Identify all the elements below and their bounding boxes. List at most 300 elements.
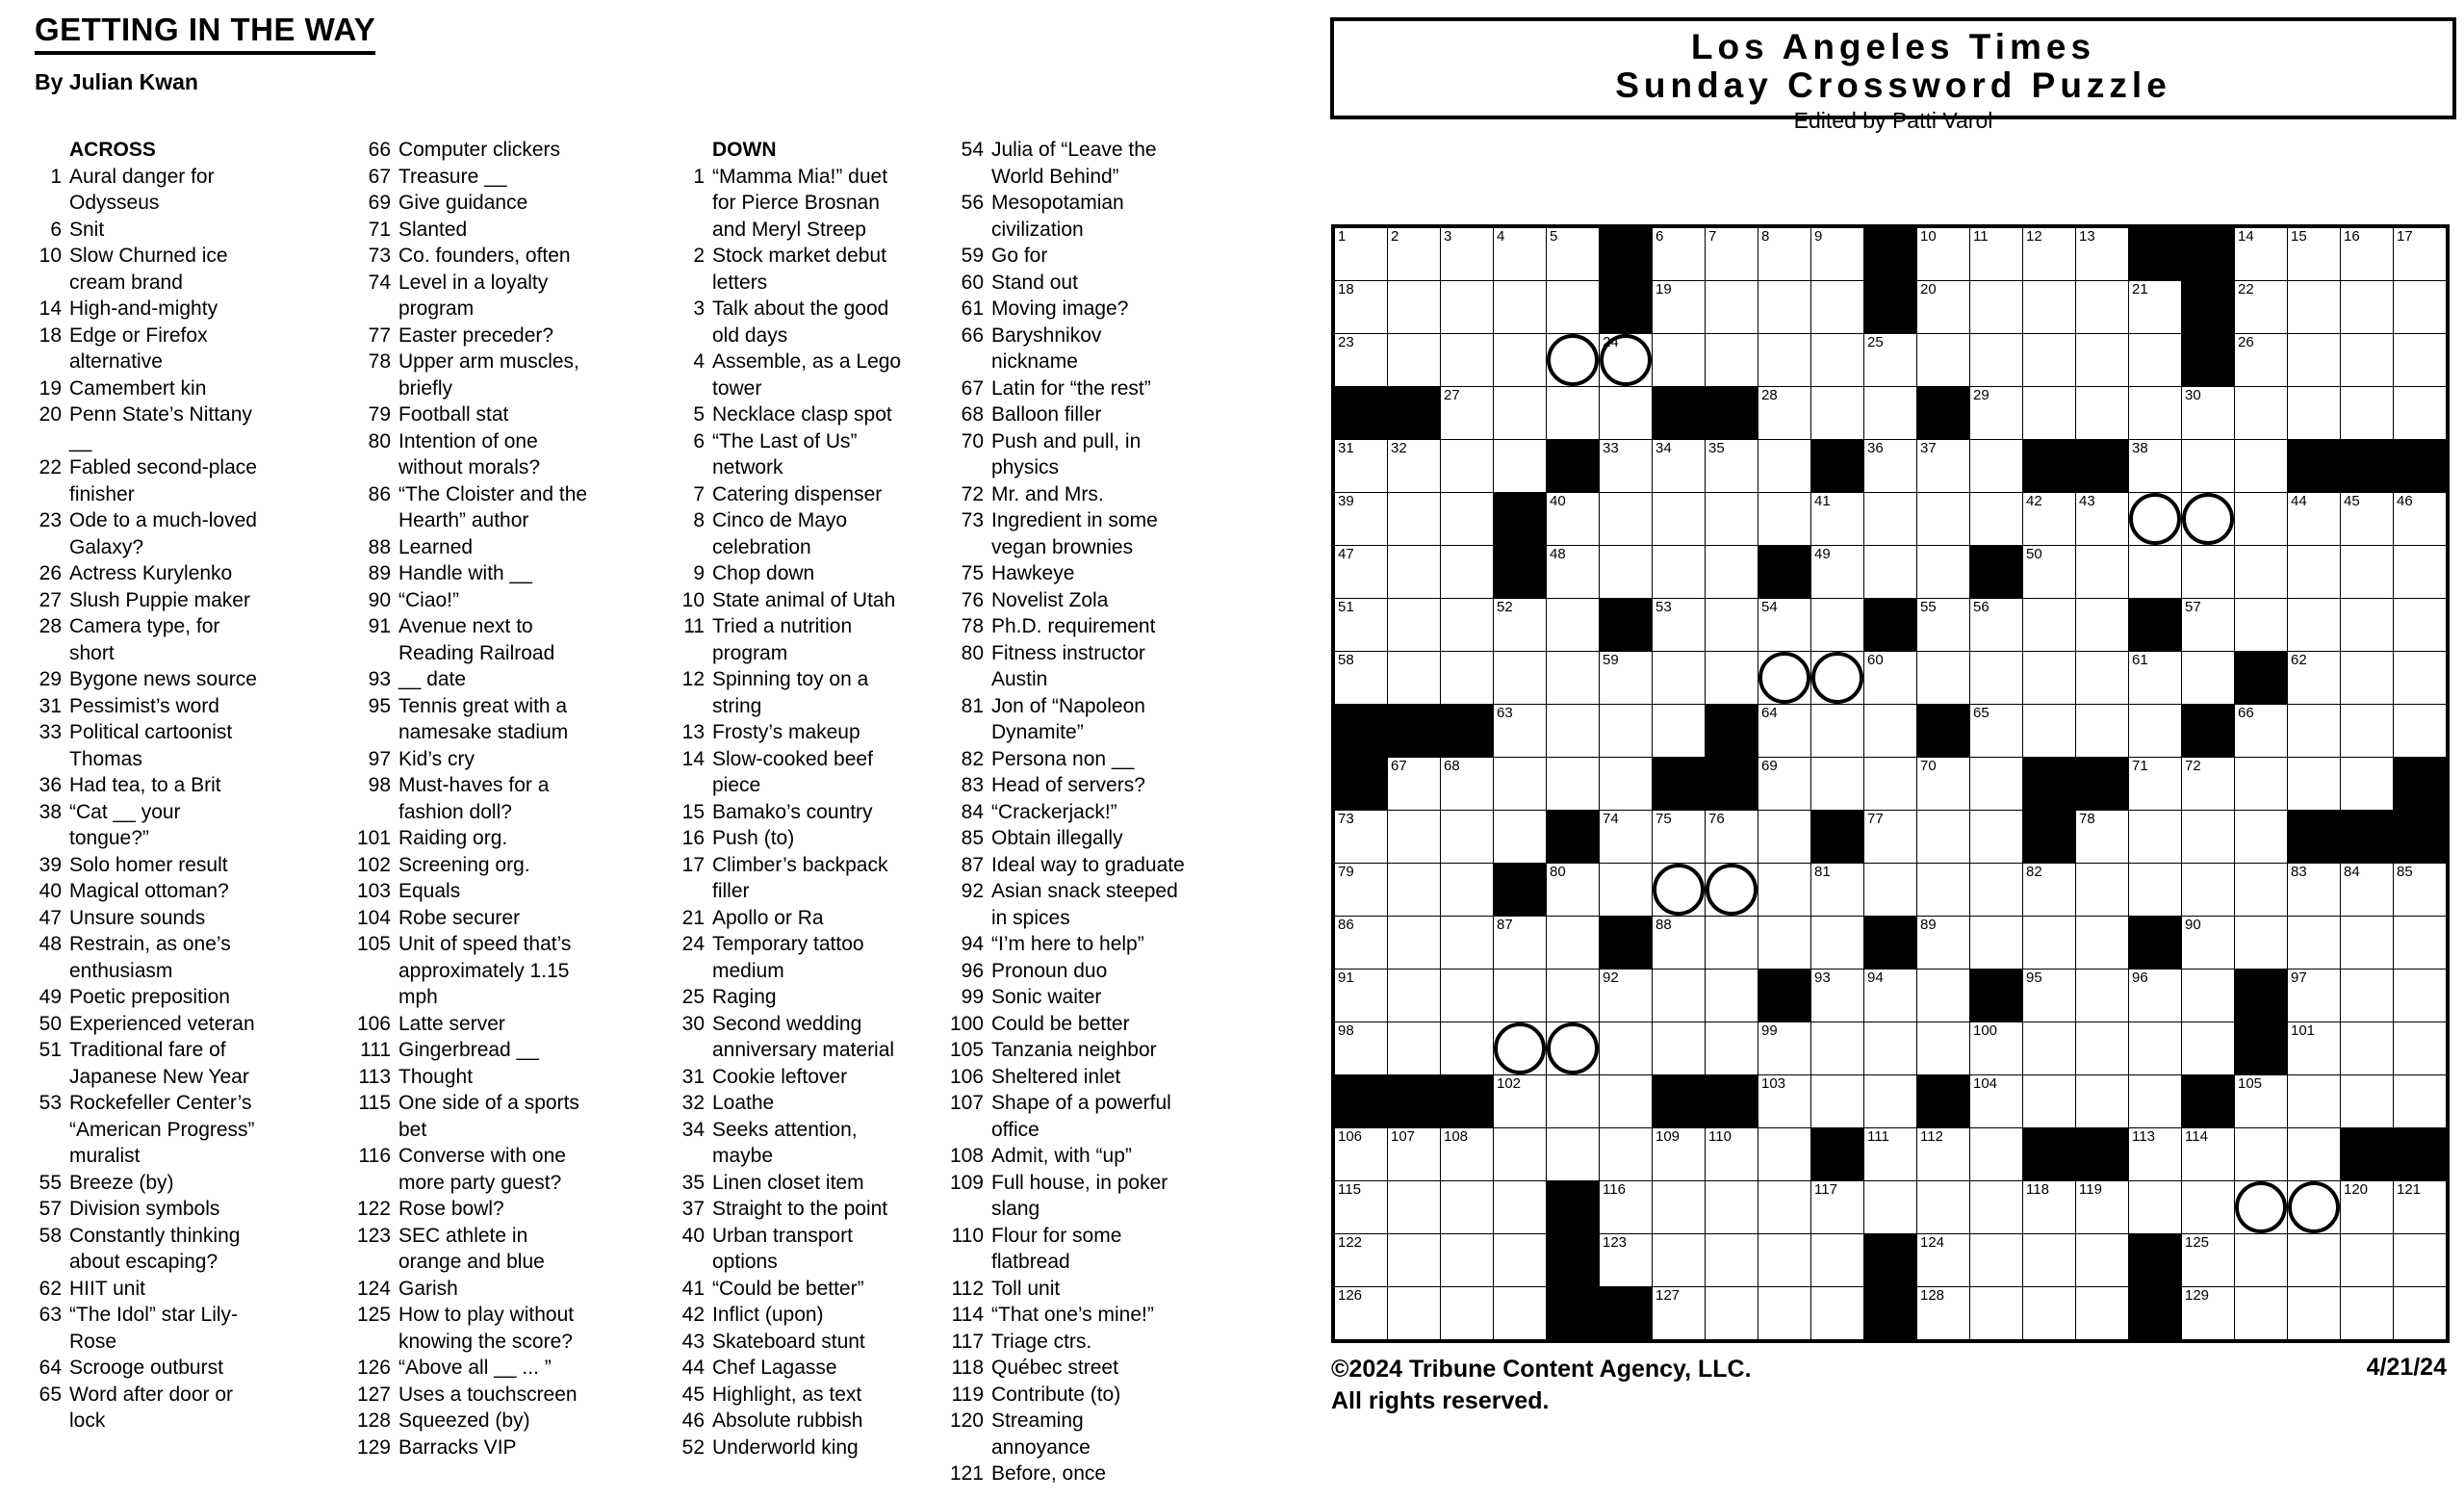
grid-cell[interactable] (2129, 1022, 2181, 1074)
grid-cell[interactable] (2394, 334, 2446, 386)
grid-cell[interactable] (1864, 1128, 1916, 1180)
grid-cell[interactable] (1706, 1181, 1758, 1233)
grid-cell[interactable] (1970, 493, 2022, 545)
grid-cell[interactable] (1547, 387, 1599, 439)
grid-cell[interactable] (1441, 758, 1493, 810)
grid-cell[interactable] (1706, 1128, 1758, 1180)
grid-cell[interactable] (1970, 1022, 2022, 1074)
grid-cell[interactable] (1547, 599, 1599, 651)
grid-cell[interactable] (1917, 1022, 1969, 1074)
grid-cell[interactable] (2023, 705, 2075, 757)
grid-cell[interactable] (2288, 1234, 2340, 1286)
grid-cell[interactable] (2076, 1022, 2128, 1074)
grid-cell[interactable] (2129, 970, 2181, 1022)
grid-cell[interactable] (2341, 864, 2393, 916)
grid-cell[interactable] (1811, 1234, 1863, 1286)
grid-cell[interactable] (2394, 1075, 2446, 1127)
grid-cell[interactable] (1388, 1128, 1440, 1180)
grid-cell[interactable] (1811, 599, 1863, 651)
grid-cell[interactable] (1758, 1022, 1810, 1074)
grid-cell[interactable] (1494, 811, 1546, 863)
grid-cell[interactable] (1653, 705, 1705, 757)
grid-cell[interactable] (2288, 1075, 2340, 1127)
grid-cell[interactable] (1600, 970, 1652, 1022)
grid-cell[interactable] (1600, 546, 1652, 598)
grid-cell[interactable] (2394, 705, 2446, 757)
grid-cell[interactable] (1811, 970, 1863, 1022)
grid-cell[interactable] (1388, 864, 1440, 916)
grid-cell[interactable] (1441, 652, 1493, 704)
grid-cell[interactable] (1441, 440, 1493, 492)
grid-cell[interactable] (2129, 1075, 2181, 1127)
grid-cell[interactable] (1335, 334, 1387, 386)
grid-cell[interactable] (1547, 758, 1599, 810)
grid-cell[interactable] (1388, 758, 1440, 810)
grid-cell[interactable] (2129, 281, 2181, 333)
grid-cell[interactable] (1494, 1075, 1546, 1127)
grid-cell[interactable] (2235, 1287, 2287, 1339)
grid-cell[interactable] (2023, 917, 2075, 969)
grid-cell[interactable] (2341, 281, 2393, 333)
grid-cell[interactable] (1653, 970, 1705, 1022)
grid-cell[interactable] (2288, 546, 2340, 598)
grid-cell[interactable] (1917, 864, 1969, 916)
grid-cell[interactable] (1758, 493, 1810, 545)
grid-cell[interactable] (1917, 970, 1969, 1022)
grid-cell[interactable] (1388, 546, 1440, 598)
grid-cell[interactable] (1441, 1287, 1493, 1339)
grid-cell[interactable] (1388, 1234, 1440, 1286)
grid-cell[interactable] (2394, 1234, 2446, 1286)
grid-cell[interactable] (1706, 440, 1758, 492)
grid-cell[interactable] (1388, 440, 1440, 492)
grid-cell[interactable] (1547, 281, 1599, 333)
grid-cell[interactable] (2235, 546, 2287, 598)
grid-cell[interactable] (2394, 652, 2446, 704)
grid-cell[interactable] (1600, 1128, 1652, 1180)
grid-cell[interactable] (2182, 546, 2234, 598)
grid-cell[interactable] (2076, 546, 2128, 598)
grid-cell[interactable] (1335, 864, 1387, 916)
grid-cell[interactable] (1494, 387, 1546, 439)
grid-cell[interactable] (2129, 758, 2181, 810)
grid-cell[interactable] (1653, 652, 1705, 704)
grid-cell[interactable] (1811, 864, 1863, 916)
grid-cell[interactable] (1388, 811, 1440, 863)
grid-cell[interactable] (1864, 864, 1916, 916)
grid-cell[interactable] (1811, 493, 1863, 545)
grid-cell[interactable] (1441, 1181, 1493, 1233)
grid-cell[interactable] (2023, 970, 2075, 1022)
grid-cell[interactable] (2341, 1234, 2393, 1286)
grid-cell[interactable] (1494, 758, 1546, 810)
grid-cell[interactable] (2235, 493, 2287, 545)
grid-cell[interactable] (2235, 811, 2287, 863)
grid-cell[interactable] (1653, 1181, 1705, 1233)
grid-cell[interactable] (1441, 546, 1493, 598)
grid-cell[interactable] (1441, 970, 1493, 1022)
grid-cell[interactable] (1547, 864, 1599, 916)
grid-cell[interactable] (2341, 1022, 2393, 1074)
grid-cell[interactable] (2288, 228, 2340, 280)
grid-cell[interactable] (2076, 811, 2128, 863)
grid-cell[interactable] (2076, 1234, 2128, 1286)
grid-cell[interactable] (1917, 758, 1969, 810)
grid-cell[interactable] (2182, 1181, 2234, 1233)
grid-cell[interactable] (1494, 440, 1546, 492)
grid-cell[interactable] (2023, 1075, 2075, 1127)
grid-cell[interactable] (1758, 440, 1810, 492)
grid-cell[interactable] (1494, 652, 1546, 704)
grid-cell[interactable] (1706, 917, 1758, 969)
grid-cell[interactable] (1600, 387, 1652, 439)
grid-cell[interactable] (2394, 1022, 2446, 1074)
grid-cell[interactable] (1441, 1234, 1493, 1286)
grid-cell[interactable] (2394, 546, 2446, 598)
grid-cell[interactable] (1547, 652, 1599, 704)
grid-cell[interactable] (2129, 546, 2181, 598)
grid-cell[interactable] (2394, 228, 2446, 280)
grid-cell[interactable] (2394, 281, 2446, 333)
grid-cell[interactable] (1494, 970, 1546, 1022)
grid-cell[interactable] (1653, 599, 1705, 651)
grid-cell[interactable] (1706, 1287, 1758, 1339)
grid-cell[interactable] (2182, 652, 2234, 704)
grid-cell[interactable] (1864, 440, 1916, 492)
grid-cell[interactable] (1970, 440, 2022, 492)
grid-cell[interactable] (2341, 970, 2393, 1022)
grid-cell[interactable] (2341, 1075, 2393, 1127)
grid-cell[interactable] (1706, 334, 1758, 386)
grid-cell[interactable] (2288, 864, 2340, 916)
grid-cell[interactable] (2076, 1181, 2128, 1233)
grid-cell[interactable] (1917, 811, 1969, 863)
grid-cell[interactable] (1388, 599, 1440, 651)
grid-cell[interactable] (2129, 864, 2181, 916)
grid-cell[interactable] (1758, 864, 1810, 916)
grid-cell[interactable] (1441, 864, 1493, 916)
grid-cell[interactable] (1388, 1181, 1440, 1233)
grid-cell[interactable] (1388, 1287, 1440, 1339)
grid-cell[interactable] (1494, 1181, 1546, 1233)
grid-cell[interactable] (1494, 917, 1546, 969)
grid-cell[interactable] (1706, 228, 1758, 280)
grid-cell[interactable] (2076, 652, 2128, 704)
grid-cell[interactable] (2235, 281, 2287, 333)
grid-cell[interactable] (2129, 1128, 2181, 1180)
grid-cell[interactable] (1600, 1022, 1652, 1074)
grid-cell[interactable] (1600, 864, 1652, 916)
grid-cell[interactable] (2394, 917, 2446, 969)
grid-cell[interactable] (2341, 599, 2393, 651)
grid-cell[interactable] (1864, 811, 1916, 863)
grid-cell[interactable] (1917, 599, 1969, 651)
grid-cell[interactable] (1441, 917, 1493, 969)
grid-cell[interactable] (1600, 811, 1652, 863)
grid-cell[interactable] (1706, 1022, 1758, 1074)
grid-cell[interactable] (2235, 387, 2287, 439)
grid-cell[interactable] (2235, 917, 2287, 969)
grid-cell[interactable] (1547, 1075, 1599, 1127)
grid-cell[interactable] (1970, 652, 2022, 704)
grid-cell[interactable] (1494, 334, 1546, 386)
grid-cell[interactable] (1388, 1022, 1440, 1074)
grid-cell[interactable] (2235, 1181, 2287, 1233)
grid-cell[interactable] (1441, 1022, 1493, 1074)
grid-cell[interactable] (2235, 1234, 2287, 1286)
grid-cell[interactable] (1547, 1128, 1599, 1180)
grid-cell[interactable] (2076, 1075, 2128, 1127)
grid-cell[interactable] (1758, 652, 1810, 704)
grid-cell[interactable] (1653, 546, 1705, 598)
grid-cell[interactable] (1864, 387, 1916, 439)
grid-cell[interactable] (1706, 493, 1758, 545)
grid-cell[interactable] (2235, 705, 2287, 757)
grid-cell[interactable] (1811, 281, 1863, 333)
grid-cell[interactable] (1653, 1287, 1705, 1339)
grid-cell[interactable] (2341, 652, 2393, 704)
grid-cell[interactable] (1547, 334, 1599, 386)
grid-cell[interactable] (2076, 387, 2128, 439)
grid-cell[interactable] (1758, 228, 1810, 280)
grid-cell[interactable] (1653, 1128, 1705, 1180)
grid-cell[interactable] (2023, 864, 2075, 916)
grid-cell[interactable] (1917, 652, 1969, 704)
grid-cell[interactable] (1335, 1022, 1387, 1074)
grid-cell[interactable] (2288, 1287, 2340, 1339)
grid-cell[interactable] (1388, 334, 1440, 386)
grid-cell[interactable] (1600, 758, 1652, 810)
grid-cell[interactable] (1441, 811, 1493, 863)
grid-cell[interactable] (2288, 387, 2340, 439)
grid-cell[interactable] (1758, 1075, 1810, 1127)
grid-cell[interactable] (1811, 652, 1863, 704)
grid-cell[interactable] (2182, 599, 2234, 651)
grid-cell[interactable] (1970, 281, 2022, 333)
grid-cell[interactable] (2129, 705, 2181, 757)
grid-cell[interactable] (2288, 1022, 2340, 1074)
grid-cell[interactable] (1864, 1022, 1916, 1074)
grid-cell[interactable] (1653, 440, 1705, 492)
grid-cell[interactable] (1706, 281, 1758, 333)
grid-cell[interactable] (1758, 758, 1810, 810)
grid-cell[interactable] (1653, 1022, 1705, 1074)
grid-cell[interactable] (2235, 864, 2287, 916)
grid-cell[interactable] (1335, 493, 1387, 545)
grid-cell[interactable] (1653, 493, 1705, 545)
grid-cell[interactable] (1811, 546, 1863, 598)
grid-cell[interactable] (1547, 546, 1599, 598)
grid-cell[interactable] (2288, 917, 2340, 969)
grid-cell[interactable] (1600, 1234, 1652, 1286)
grid-cell[interactable] (1441, 228, 1493, 280)
grid-cell[interactable] (1758, 1234, 1810, 1286)
grid-cell[interactable] (2182, 1128, 2234, 1180)
grid-cell[interactable] (1547, 1022, 1599, 1074)
grid-cell[interactable] (1653, 917, 1705, 969)
grid-cell[interactable] (1758, 281, 1810, 333)
grid-cell[interactable] (1388, 228, 1440, 280)
grid-cell[interactable] (1547, 228, 1599, 280)
grid-cell[interactable] (1970, 599, 2022, 651)
grid-cell[interactable] (2076, 599, 2128, 651)
grid-cell[interactable] (2182, 917, 2234, 969)
grid-cell[interactable] (2182, 758, 2234, 810)
grid-cell[interactable] (1494, 705, 1546, 757)
grid-cell[interactable] (2076, 864, 2128, 916)
grid-cell[interactable] (1970, 917, 2022, 969)
grid-cell[interactable] (1917, 1128, 1969, 1180)
grid-cell[interactable] (2235, 228, 2287, 280)
grid-cell[interactable] (2076, 1287, 2128, 1339)
grid-cell[interactable] (2182, 1287, 2234, 1339)
grid-cell[interactable] (2288, 970, 2340, 1022)
grid-cell[interactable] (2129, 334, 2181, 386)
grid-cell[interactable] (2023, 1287, 2075, 1339)
grid-cell[interactable] (1864, 334, 1916, 386)
grid-cell[interactable] (1811, 917, 1863, 969)
grid-cell[interactable] (1494, 228, 1546, 280)
grid-cell[interactable] (1547, 917, 1599, 969)
grid-cell[interactable] (1811, 1181, 1863, 1233)
grid-cell[interactable] (2076, 917, 2128, 969)
grid-cell[interactable] (1441, 281, 1493, 333)
grid-cell[interactable] (2394, 864, 2446, 916)
grid-cell[interactable] (1388, 281, 1440, 333)
grid-cell[interactable] (2182, 970, 2234, 1022)
grid-cell[interactable] (1917, 917, 1969, 969)
grid-cell[interactable] (1653, 864, 1705, 916)
grid-cell[interactable] (1864, 493, 1916, 545)
grid-cell[interactable] (2182, 387, 2234, 439)
grid-cell[interactable] (2076, 334, 2128, 386)
grid-cell[interactable] (2341, 705, 2393, 757)
grid-cell[interactable] (2129, 652, 2181, 704)
grid-cell[interactable] (1706, 811, 1758, 863)
grid-cell[interactable] (1864, 546, 1916, 598)
grid-cell[interactable] (1388, 493, 1440, 545)
grid-cell[interactable] (2341, 387, 2393, 439)
grid-cell[interactable] (2394, 493, 2446, 545)
grid-cell[interactable] (1758, 917, 1810, 969)
grid-cell[interactable] (2182, 1022, 2234, 1074)
grid-cell[interactable] (2235, 334, 2287, 386)
grid-cell[interactable] (2341, 546, 2393, 598)
grid-cell[interactable] (2182, 864, 2234, 916)
grid-cell[interactable] (1335, 917, 1387, 969)
grid-cell[interactable] (1547, 493, 1599, 545)
grid-cell[interactable] (1494, 599, 1546, 651)
grid-cell[interactable] (2235, 1075, 2287, 1127)
grid-cell[interactable] (2288, 493, 2340, 545)
grid-cell[interactable] (1811, 228, 1863, 280)
grid-cell[interactable] (2235, 440, 2287, 492)
grid-cell[interactable] (2394, 387, 2446, 439)
grid-cell[interactable] (1706, 970, 1758, 1022)
grid-cell[interactable] (2023, 387, 2075, 439)
grid-cell[interactable] (1706, 546, 1758, 598)
grid-cell[interactable] (1970, 228, 2022, 280)
grid-cell[interactable] (1441, 599, 1493, 651)
grid-cell[interactable] (2129, 440, 2181, 492)
grid-cell[interactable] (1917, 1287, 1969, 1339)
grid-cell[interactable] (1970, 864, 2022, 916)
grid-cell[interactable] (1547, 705, 1599, 757)
grid-cell[interactable] (1917, 1234, 1969, 1286)
grid-cell[interactable] (2023, 1022, 2075, 1074)
grid-cell[interactable] (2023, 652, 2075, 704)
grid-cell[interactable] (2182, 440, 2234, 492)
grid-cell[interactable] (1441, 387, 1493, 439)
grid-cell[interactable] (2023, 493, 2075, 545)
grid-cell[interactable] (1811, 1022, 1863, 1074)
grid-cell[interactable] (1653, 1234, 1705, 1286)
grid-cell[interactable] (1600, 652, 1652, 704)
grid-cell[interactable] (1970, 387, 2022, 439)
grid-cell[interactable] (2288, 758, 2340, 810)
grid-cell[interactable] (1600, 493, 1652, 545)
grid-cell[interactable] (2182, 811, 2234, 863)
grid-cell[interactable] (1917, 281, 1969, 333)
grid-cell[interactable] (2023, 1234, 2075, 1286)
grid-cell[interactable] (2129, 811, 2181, 863)
grid-cell[interactable] (1758, 1128, 1810, 1180)
grid-cell[interactable] (1811, 387, 1863, 439)
grid-cell[interactable] (2182, 1234, 2234, 1286)
grid-cell[interactable] (2023, 1181, 2075, 1233)
grid-cell[interactable] (1970, 758, 2022, 810)
grid-cell[interactable] (1388, 917, 1440, 969)
grid-cell[interactable] (1970, 1075, 2022, 1127)
grid-cell[interactable] (1758, 811, 1810, 863)
grid-cell[interactable] (1600, 1181, 1652, 1233)
grid-cell[interactable] (2288, 1181, 2340, 1233)
grid-cell[interactable] (2129, 1181, 2181, 1233)
grid-cell[interactable] (2076, 970, 2128, 1022)
grid-cell[interactable] (2076, 228, 2128, 280)
grid-cell[interactable] (1811, 705, 1863, 757)
grid-cell[interactable] (1864, 758, 1916, 810)
grid-cell[interactable] (1335, 281, 1387, 333)
grid-cell[interactable] (1970, 1128, 2022, 1180)
grid-cell[interactable] (1494, 1128, 1546, 1180)
grid-cell[interactable] (1970, 811, 2022, 863)
grid-cell[interactable] (2023, 599, 2075, 651)
grid-cell[interactable] (1441, 1128, 1493, 1180)
grid-cell[interactable] (1600, 334, 1652, 386)
grid-cell[interactable] (1917, 440, 1969, 492)
grid-cell[interactable] (1811, 1287, 1863, 1339)
grid-cell[interactable] (1388, 652, 1440, 704)
grid-cell[interactable] (1864, 705, 1916, 757)
grid-cell[interactable] (1600, 1075, 1652, 1127)
grid-cell[interactable] (1335, 546, 1387, 598)
grid-cell[interactable] (2288, 652, 2340, 704)
grid-cell[interactable] (1441, 334, 1493, 386)
grid-cell[interactable] (2023, 334, 2075, 386)
grid-cell[interactable] (1917, 546, 1969, 598)
grid-cell[interactable] (1758, 599, 1810, 651)
grid-cell[interactable] (2341, 334, 2393, 386)
grid-cell[interactable] (1970, 1181, 2022, 1233)
grid-cell[interactable] (1335, 228, 1387, 280)
grid-cell[interactable] (1706, 599, 1758, 651)
grid-cell[interactable] (2341, 917, 2393, 969)
grid-cell[interactable] (1917, 228, 1969, 280)
grid-cell[interactable] (2182, 493, 2234, 545)
grid-cell[interactable] (1758, 1287, 1810, 1339)
grid-cell[interactable] (2129, 493, 2181, 545)
